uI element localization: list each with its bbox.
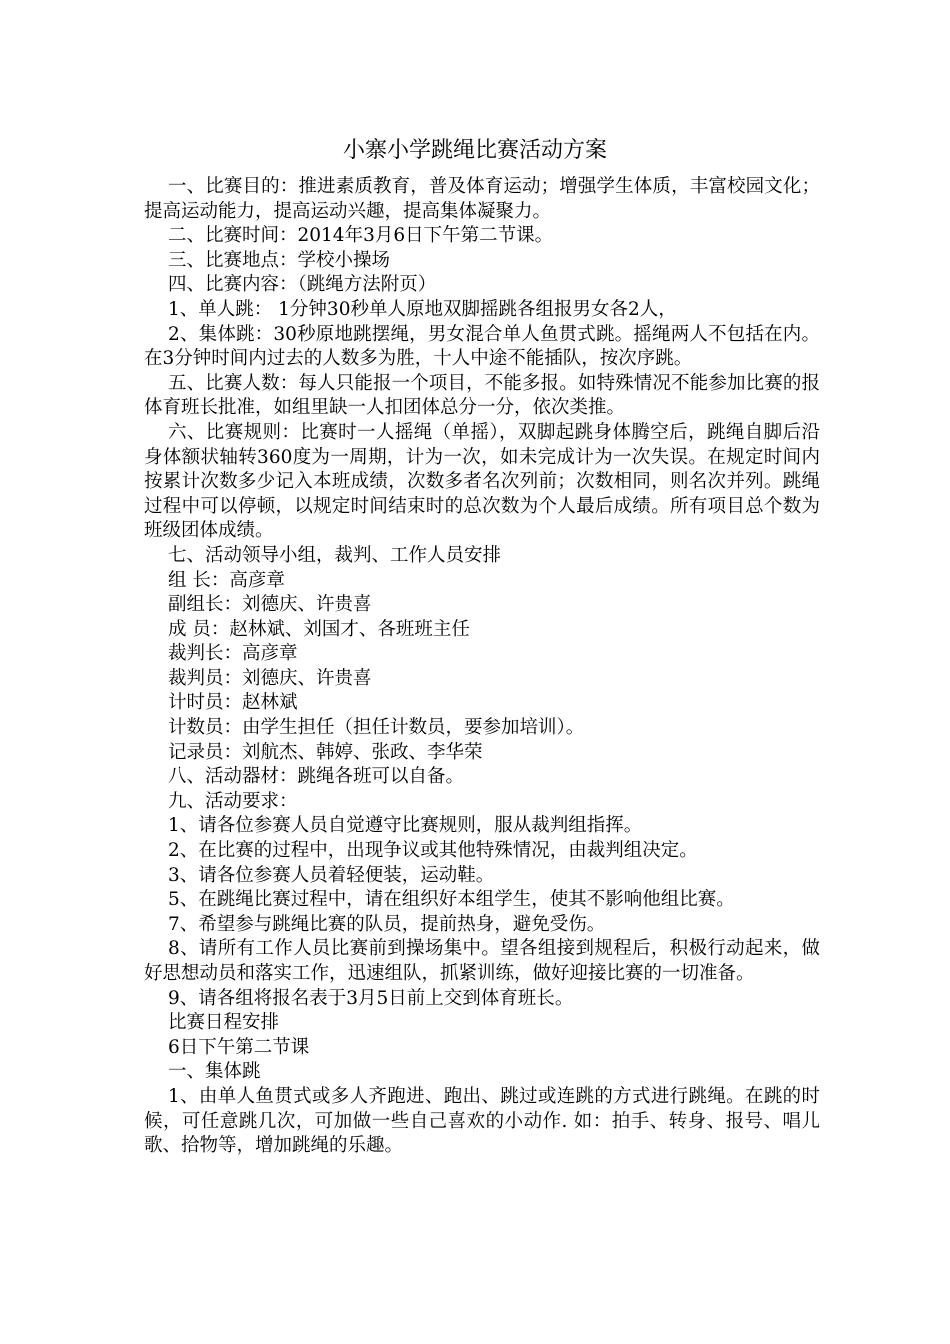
schedule-group-jump: 一、集体跳 xyxy=(168,1061,261,1083)
section-staff: 七、活动领导小组，裁判、工作人员安排 xyxy=(168,544,502,566)
staff-deputy-leader: 副组长：刘德庆、许贵喜 xyxy=(168,594,372,616)
schedule-heading: 比赛日程安排 xyxy=(168,1012,280,1034)
staff-leader: 组 长：高彦章 xyxy=(168,569,285,591)
section-time: 二、比赛时间：2014年3月6日下午第二节课。 xyxy=(168,225,554,247)
document-title: 小寨小学跳绳比赛活动方案 xyxy=(342,138,607,163)
content-item-group: 2、集体跳：30秒原地跳摆绳，男女混合单人鱼贯式跳。摇绳两人不包括在内。在3分钟时间内过去的人数多为胜，十人中途不能插队，按次序跳。 xyxy=(144,323,820,370)
staff-members: 成 员：赵林斌、刘国才、各班班主任 xyxy=(168,618,470,640)
requirement-1: 1、请各位参赛人员自觉遵守比赛规则，服从裁判组指挥。 xyxy=(168,815,643,837)
content-item-single: 1、单人跳： 1分钟30秒单人原地双脚摇跳各组报男女各2人， xyxy=(168,298,677,320)
staff-timekeeper: 计时员：赵林斌 xyxy=(168,692,298,714)
section-rules: 六、比赛规则：比赛时一人摇绳（单摇），双脚起跳身体腾空后，跳绳自脚后沿身体额状轴转360度为一周期，计为一次，如未完成计为一次失误。在规定时间内按累计次数多少记入本班成绩，次数多者名次列前；次数相同，则名次并列。跳绳过程中可以停顿，以规定时间结束时的总次数为个人最后成绩。所有项目总个数为班级团体成绩。 xyxy=(144,421,820,542)
staff-counters: 计数员：由学生担任（担任计数员，要参加培训）。 xyxy=(168,717,585,739)
requirement-7: 7、希望参与跳绳比赛的队员，提前热身，避免受伤。 xyxy=(168,913,606,935)
requirement-8: 8、请所有工作人员比赛前到操场集中。望各组接到规程后，积极行动起来，做好思想动员和落实工作，迅速组队，抓紧训练，做好迎接比赛的一切准备。 xyxy=(144,938,820,984)
schedule-group-jump-desc: 1、由单人鱼贯式或多人齐跑进、跑出、跳过或连跳的方式进行跳绳。在跳的时候，可任意跳几次，可加做一些自己喜欢的小动作. 如：拍手、转身、报号、唱儿歌、拾物等，增加跳绳的乐趣。 xyxy=(144,1085,820,1157)
section-participants: 五、比赛人数：每人只能报一个项目，不能多报。如特殊情况不能参加比赛的报体育班长批准，如组里缺一人扣团体总分一分，依次类推。 xyxy=(144,372,820,419)
section-purpose: 一、比赛目的：推进素质教育，普及体育运动；增强学生体质，丰富校园文化；提高运动能力，提高运动兴趣，提高集体凝聚力。 xyxy=(144,176,820,222)
section-equipment: 八、活动器材：跳绳各班可以自备。 xyxy=(168,766,465,788)
schedule-time: 6日下午第二节课 xyxy=(168,1036,310,1058)
staff-referees: 裁判员：刘德庆、许贵喜 xyxy=(168,667,372,689)
requirement-5: 5、在跳绳比赛过程中，请在组织好本组学生，使其不影响他组比赛。 xyxy=(168,889,735,911)
section-content: 四、比赛内容：（跳绳方法附页） xyxy=(168,274,437,296)
document-body xyxy=(144,175,820,1159)
requirement-3: 3、请各位参赛人员着轻便装，运动鞋。 xyxy=(168,864,495,886)
section-requirements: 九、活动要求： xyxy=(168,790,298,812)
requirement-9: 9、请各组将报名表于3月5日前上交到体育班长。 xyxy=(168,987,574,1009)
staff-chief-referee: 裁判长：高彦章 xyxy=(168,643,298,665)
requirement-2: 2、在比赛的过程中，出现争议或其他特殊情况，由裁判组决定。 xyxy=(168,840,698,862)
section-location: 三、比赛地点：学校小操场 xyxy=(168,249,391,271)
staff-recorders: 记录员：刘航杰、韩婷、张政、李华荣 xyxy=(168,741,483,763)
